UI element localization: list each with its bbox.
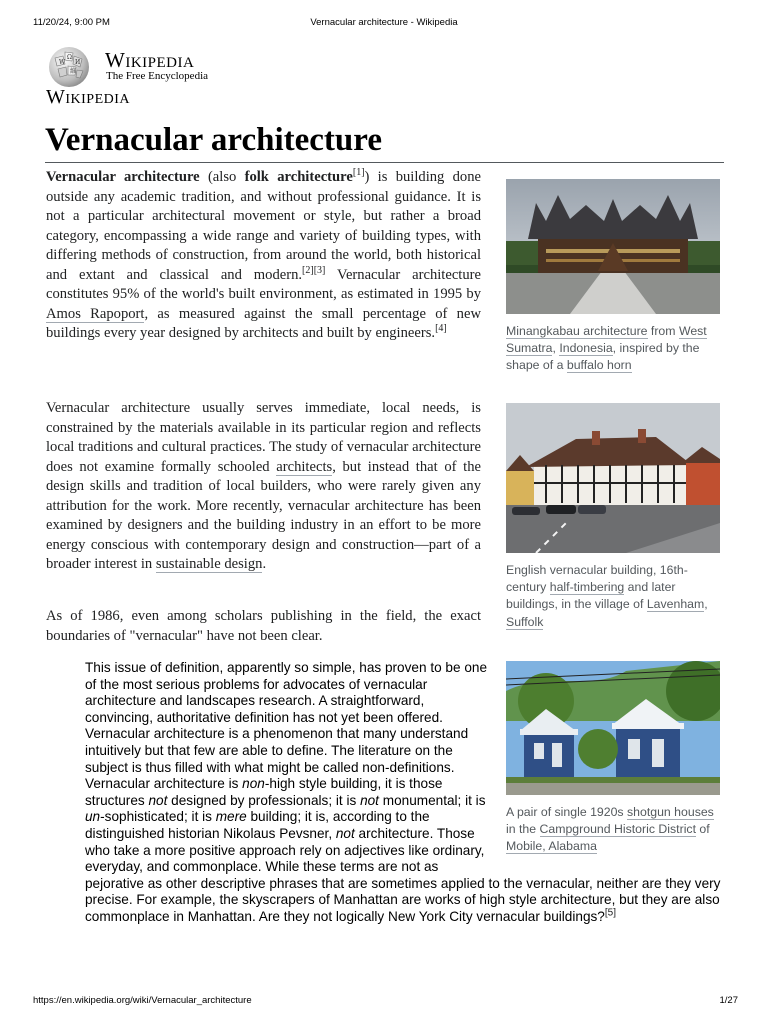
- emphasis: not: [148, 792, 168, 808]
- svg-text:И: И: [75, 59, 81, 66]
- text-run: monumental; it is: [378, 792, 486, 808]
- text-run: from: [647, 324, 679, 338]
- text-run: Vernacular architecture constitutes 95% of the world's built environment, as estimated in 1995 by: [46, 266, 481, 302]
- emphasis: non: [242, 776, 265, 792]
- svg-text:W: W: [59, 59, 66, 66]
- link-buffalo-horn[interactable]: buffalo horn: [566, 358, 632, 373]
- paragraph-1986: As of 1986, even among scholars publishing in the field, the exact boundaries of "vernacular" have not been clear.: [46, 608, 481, 644]
- figure-caption: [506, 562, 720, 631]
- print-footer: [0, 995, 768, 1009]
- text-run: of: [696, 822, 710, 837]
- reference-2[interactable]: [2]: [302, 264, 314, 276]
- emphasis: mere: [215, 809, 247, 825]
- text-run: ,: [704, 597, 708, 612]
- page-title: Vernacular architecture: [45, 122, 382, 158]
- text-run: , inspired by the shape of a: [506, 341, 700, 373]
- text-run: ,: [552, 341, 560, 356]
- print-header: [0, 17, 768, 31]
- link-campground-historic-district[interactable]: Campground Historic District: [539, 822, 696, 837]
- link-minangkabau-architecture[interactable]: Minangkabau architecture: [506, 324, 648, 338]
- figure-minangkabau: [506, 179, 720, 375]
- text-run: -sophisticated; it is: [100, 809, 216, 825]
- wikipedia-wordmark-secondary: Wikipedia: [46, 86, 131, 108]
- text-run: English vernacular building, 16th-century: [506, 563, 688, 595]
- text-run: ) is building done outside any academic tradition, and without professional guidance. It is not a particular architectural movement or style, but rather a broad category, encompassing a wide range and variety of building types, with differing methods of construction, from around the world, both historical and extant and classical and modern.: [46, 169, 481, 283]
- wikipedia-globe-icon: [45, 44, 95, 88]
- text-run: (also: [199, 169, 245, 185]
- figure-lavenham: [506, 403, 720, 631]
- reference-1[interactable]: [1]: [352, 167, 365, 179]
- link-mobile-alabama[interactable]: Mobile, Alabama: [506, 839, 597, 854]
- text-run: architecture. Those who take a more positive approach rely on adjectives like ordinary, everyday, and commonplace. While these terms are not as pejorative as other descriptive phrases that are sometimes applied to the vernacular, neither are they very precise. For example, the skyscrapers of Manhattan are works of high style architecture, but they are also commonplace in Manhattan. Are they not logically New York City vernacular buildings?: [85, 825, 721, 924]
- link-west-sumatra[interactable]: West Sumatra: [506, 324, 707, 356]
- link-sustainable-design[interactable]: sustainable design: [155, 556, 263, 572]
- emphasis: not: [335, 825, 355, 841]
- link-amos-rapoport[interactable]: Amos Rapoport: [46, 305, 145, 322]
- text-run: , as measured against the small percentage of new buildings every year designed by architects and built by engineers.: [46, 305, 481, 341]
- emphasis: un: [85, 809, 101, 825]
- link-half-timbering[interactable]: half-timbering: [549, 580, 625, 595]
- print-page-title: Vernacular architecture - Wikipedia: [310, 17, 458, 28]
- paragraph-local-needs: [46, 399, 481, 575]
- text-run: building; it is, according to the distinguished historian Nikolaus Pevsner,: [85, 809, 430, 841]
- text-run: .: [262, 556, 267, 572]
- figure-shotgun-houses: [506, 661, 720, 856]
- text-run: and later buildings, in the village of: [506, 580, 676, 612]
- text-run: A pair of single 1920s: [506, 805, 627, 819]
- figure-caption: [506, 804, 720, 856]
- link-lavenham[interactable]: Lavenham: [646, 597, 705, 612]
- link-architects[interactable]: architects: [276, 458, 333, 475]
- wikipedia-tagline: The Free Encyclopedia: [106, 70, 209, 82]
- minangkabau-photo[interactable]: [506, 179, 720, 314]
- link-indonesia[interactable]: Indonesia: [559, 341, 613, 356]
- reference-5[interactable]: [5]: [604, 907, 616, 919]
- svg-text:維: 維: [70, 68, 77, 75]
- print-url: https://en.wikipedia.org/wiki/Vernacular_architecture: [33, 995, 252, 1006]
- text-run: designed by professionals; it is: [167, 792, 361, 808]
- bold-term: Vernacular architecture: [46, 169, 200, 185]
- emphasis: not: [360, 792, 379, 808]
- wikipedia-wordmark: Wikipedia: [105, 48, 195, 72]
- reference-3[interactable]: [3]: [313, 264, 326, 276]
- text-run: in the: [506, 822, 540, 837]
- lavenham-photo[interactable]: [506, 403, 720, 553]
- text-run: Vernacular architecture usually serves immediate, local needs, is constrained by the materials available in its particular region and reflects local traditions and cultural practices. The study of vernacular architecture does not examine formally schooled: [46, 400, 481, 475]
- text-run: This issue of definition, apparently so simple, has proven to be one of the most serious problems for advocates of vernacular architecture and landscapes research. A straightforward, convincing, authoritative definition has not yet been offered. Vernacular architecture is a phenomenon that many understand intuitively but that few are able to define. The literature on the subject is thus filled with what might be called non-definitions. Vernacular architecture is: [85, 660, 488, 792]
- figure-caption: [506, 323, 720, 375]
- text-run: -high style building, it is those structures: [85, 776, 443, 808]
- shotgun-houses-photo[interactable]: [506, 661, 720, 795]
- print-datetime: 11/20/24, 9:00 PM: [33, 17, 110, 28]
- link-shotgun-houses[interactable]: shotgun houses: [627, 805, 714, 819]
- reference-4[interactable]: [4]: [435, 323, 447, 335]
- svg-text:Ω: Ω: [67, 54, 72, 61]
- bold-alt-term: folk architecture: [244, 169, 353, 185]
- link-suffolk[interactable]: Suffolk: [506, 614, 544, 629]
- intro-paragraph: [46, 168, 481, 344]
- title-divider: [45, 162, 724, 163]
- print-page-number: 1/27: [719, 995, 738, 1006]
- text-run: , but instead that of the design skills and tradition of local builders, who were rarely given any attribution for the work. More recently, vernacular architecture has been examined by designers and the building industry in an effort to be more energy conscious with contemporary design and construction—part of a broader interest in: [46, 458, 481, 572]
